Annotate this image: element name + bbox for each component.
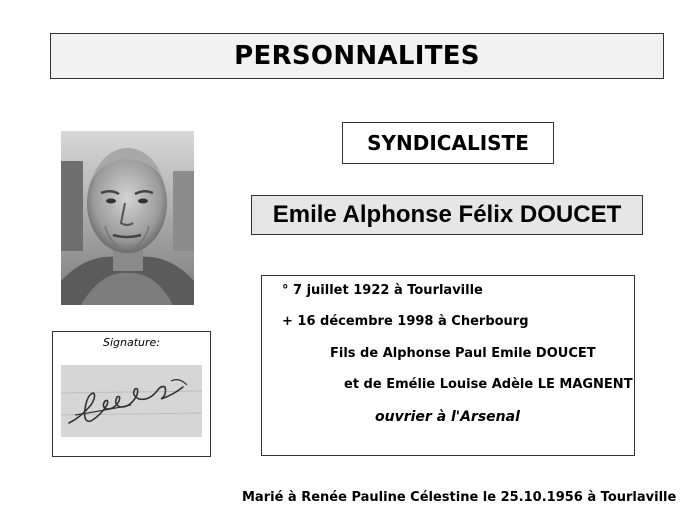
person-name: Emile Alphonse Félix DOUCET [272, 201, 622, 228]
death-line: + 16 décembre 1998 à Cherbourg [282, 314, 529, 329]
page-title: PERSONNALITES [234, 41, 480, 71]
mother-line: et de Emélie Louise Adèle LE MAGNENT [344, 377, 633, 392]
role-box [342, 122, 554, 164]
header-box [50, 33, 664, 79]
father-line: Fils de Alphonse Paul Emile DOUCET [330, 346, 596, 361]
portrait-photo [61, 131, 194, 305]
occupation-line: ouvrier à l'Arsenal [375, 409, 520, 425]
signature-image [61, 365, 202, 437]
signature-box [52, 331, 211, 457]
signature-label: Signature: [102, 336, 160, 349]
name-box [251, 195, 643, 235]
biography-box [261, 275, 635, 456]
birth-line: ° 7 juillet 1922 à Tourlaville [282, 283, 483, 298]
role-title: SYNDICALISTE [367, 131, 529, 155]
marriage-line: Marié à Renée Pauline Célestine le 25.10.1956 à Tourlaville [242, 490, 677, 505]
